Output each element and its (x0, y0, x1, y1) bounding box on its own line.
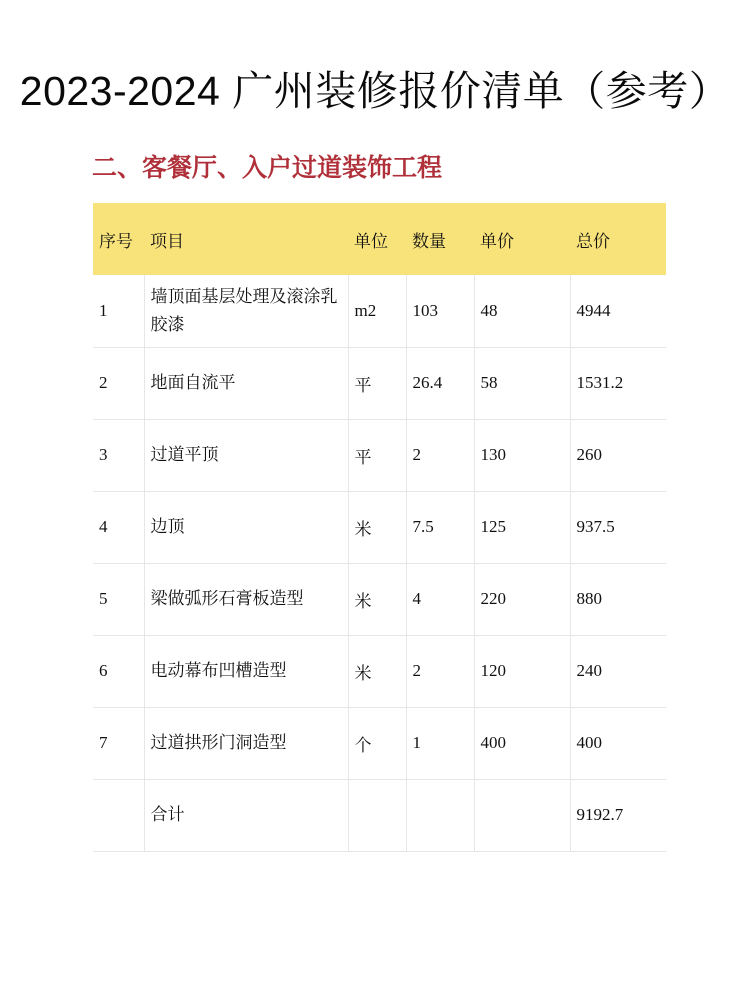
quote-table (93, 203, 666, 852)
cell-no: 7 (93, 707, 144, 779)
header-price: 单价 (480, 231, 514, 252)
header-total: 总价 (576, 231, 610, 252)
cell-no: 6 (93, 635, 144, 707)
header-unit: 单位 (354, 231, 388, 252)
cell-price: 120 (474, 635, 570, 707)
table-row (93, 419, 666, 491)
cell-item: 过道平顶 (144, 419, 348, 491)
cell-unit: 米 (348, 491, 406, 563)
cell-qty: 2 (406, 419, 474, 491)
cell-price: 48 (474, 275, 570, 347)
cell-unit: 个 (348, 707, 406, 779)
cell-total: 400 (570, 707, 666, 779)
header-item: 项目 (150, 231, 184, 252)
table-header-row (93, 203, 666, 275)
cell-qty: 103 (406, 275, 474, 347)
cell-total: 880 (570, 563, 666, 635)
table-row (93, 491, 666, 563)
cell-qty: 26.4 (406, 347, 474, 419)
section-title: 二、客餐厅、入户过道装饰工程 (92, 153, 443, 182)
cell-unit: 平 (348, 347, 406, 419)
cell-no: 1 (93, 275, 144, 347)
cell-no: 3 (93, 419, 144, 491)
cell-item: 梁做弧形石膏板造型 (144, 563, 348, 635)
cell-price: 400 (474, 707, 570, 779)
cell-price (474, 779, 570, 851)
cell-unit: 米 (348, 635, 406, 707)
table-row (93, 707, 666, 779)
cell-no: 2 (93, 347, 144, 419)
cell-price: 220 (474, 563, 570, 635)
cell-unit: 平 (348, 419, 406, 491)
cell-qty: 2 (406, 635, 474, 707)
cell-qty: 4 (406, 563, 474, 635)
cell-total: 1531.2 (570, 347, 666, 419)
cell-unit (348, 779, 406, 851)
header-qty: 数量 (412, 231, 446, 252)
summary-total: 9192.7 (570, 779, 666, 851)
cell-price: 125 (474, 491, 570, 563)
table-row (93, 635, 666, 707)
cell-qty: 1 (406, 707, 474, 779)
cell-price: 58 (474, 347, 570, 419)
cell-total: 240 (570, 635, 666, 707)
document-title: 2023-2024 广州装修报价清单（参考） (19, 68, 731, 114)
cell-unit: m2 (348, 275, 406, 347)
cell-qty: 7.5 (406, 491, 474, 563)
table-row (93, 347, 666, 419)
summary-label: 合计 (144, 779, 348, 851)
cell-item: 过道拱形门洞造型 (144, 707, 348, 779)
cell-unit: 米 (348, 563, 406, 635)
cell-no: 4 (93, 491, 144, 563)
table-row (93, 275, 666, 347)
summary-row (93, 779, 666, 851)
cell-item: 地面自流平 (144, 347, 348, 419)
header-no: 序号 (99, 231, 133, 252)
cell-qty (406, 779, 474, 851)
cell-no: 5 (93, 563, 144, 635)
cell-total: 937.5 (570, 491, 666, 563)
cell-total: 4944 (570, 275, 666, 347)
cell-item: 墙顶面基层处理及滚涂乳胶漆 (144, 275, 348, 347)
cell-item: 边顶 (144, 491, 348, 563)
table-row (93, 563, 666, 635)
cell-total: 260 (570, 419, 666, 491)
cell-price: 130 (474, 419, 570, 491)
cell-no (93, 779, 144, 851)
cell-item: 电动幕布凹槽造型 (144, 635, 348, 707)
